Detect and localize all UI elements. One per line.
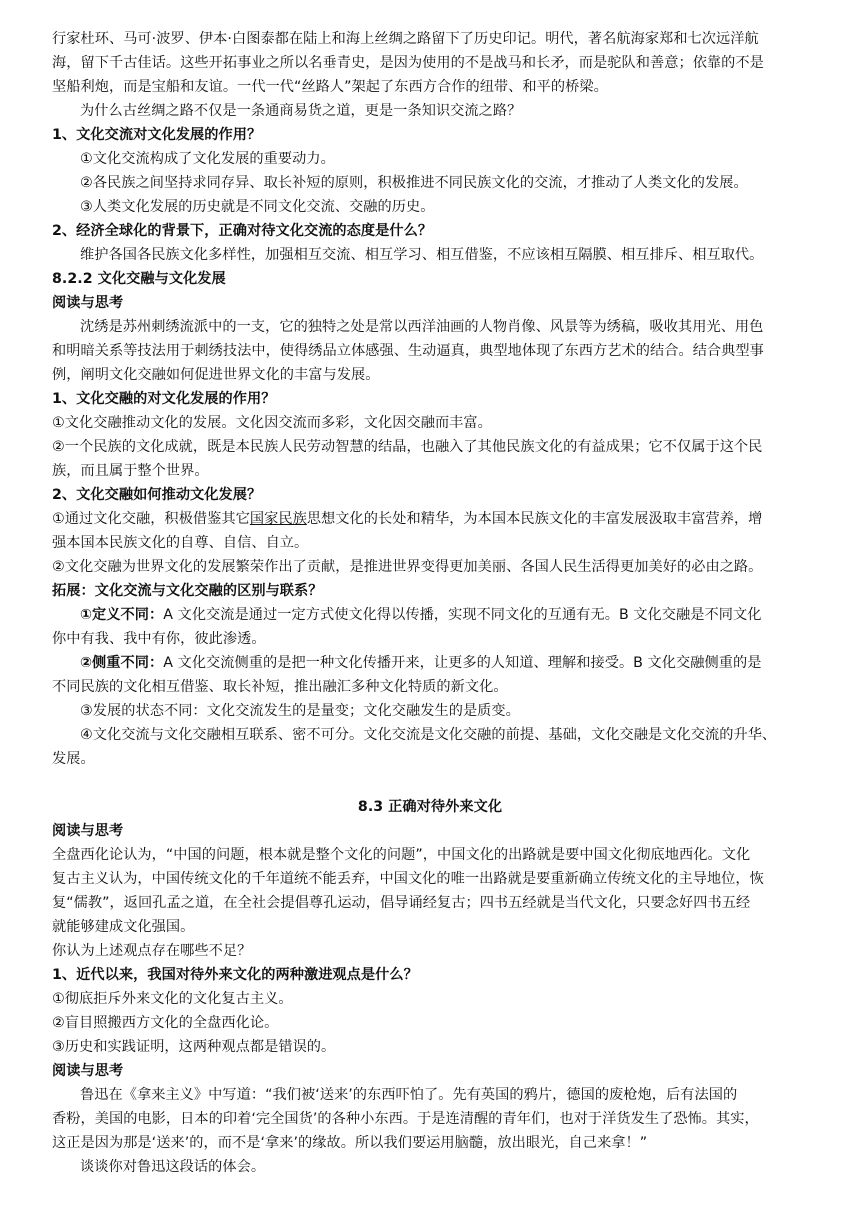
list-item: ②文化交融为世界文化的发展繁荣作出了贡献，是推进世界变得更加美丽、各国人民生活得更加美好的必由之路。 xyxy=(52,559,763,575)
body-text-line: 你中有我、我中有你，彼此渗透。 xyxy=(52,631,266,647)
body-text-line: 强本国本民族文化的自尊、自信、自立。 xyxy=(52,535,309,551)
body-text-line: 就能够建成文化强国。 xyxy=(52,919,195,935)
body-text-line: 维护各国各民族文化多样性，加强相互交流、相互学习、相互借鉴，不应该相互隔膜、相互排斥、相互取代。 xyxy=(80,247,764,263)
question-heading: 2、经济全球化的背景下，正确对待文化交流的态度是什么？ xyxy=(52,223,433,239)
body-text-line: 复古主义认为，中国传统文化的千年道统不能丢弃，中国文化的唯一出路就是要重新确立传统文化的主导地位，恢 xyxy=(52,871,764,887)
question-line: 为什么古丝绸之路不仅是一条通商易货之道，更是一条知识交流之路？ xyxy=(80,103,522,119)
point-label: ②侧重不同： xyxy=(80,655,164,671)
underlined-term: 国家民族 xyxy=(249,511,307,527)
question-heading: 1、近代以来，我国对待外来文化的两种激进观点是什么？ xyxy=(52,967,418,983)
body-text-line: 坚船利炮，而是宝船和友谊。一代一代“丝路人”架起了东西方合作的纽带、和平的桥梁。 xyxy=(52,79,608,95)
body-text-line: 和明暗关系等技法用于刺绣技法中，使得绣品立体感强、生动逼真，典型地体现了东西方艺术的结合。结合典型事 xyxy=(52,343,764,359)
text-segment: 思想文化的长处和精华，为本国本民族文化的丰富发展汲取丰富营养，增 xyxy=(306,511,763,527)
list-item xyxy=(80,652,808,674)
list-item: ①文化交融推动文化的发展。文化因交流而多彩，文化因交融而丰富。 xyxy=(52,415,492,431)
extension-heading: 拓展：文化交流与文化交融的区别与联系？ xyxy=(52,583,323,599)
body-text-line: 海，留下千古佳话。这些开拓事业之所以名垂青史，是因为使用的不是战马和长矛，而是驼队和善意；依靠的不是 xyxy=(52,55,764,71)
question-line: 谈谈你对鲁迅这段话的体会。 xyxy=(80,1159,266,1175)
question-heading: 2、文化交融如何推动文化发展？ xyxy=(52,487,262,503)
question-heading: 1、文化交融的对文化发展的作用？ xyxy=(52,391,276,407)
body-text-line: 例，阐明文化交融如何促进世界文化的丰富与发展。 xyxy=(52,367,380,383)
body-text-line: 行家杜环、马可·波罗、伊本·白图泰都在陆上和海上丝绸之路留下了历史印记。明代，著名航海家郑和七次远洋航 xyxy=(52,31,759,47)
question-heading: 1、文化交流对文化发展的作用？ xyxy=(52,127,262,143)
question-line: 你认为上述观点存在哪些不足？ xyxy=(52,943,252,959)
list-item xyxy=(80,604,808,626)
section-heading: 8.2.2 文化交融与文化发展 xyxy=(52,271,226,287)
body-text-line: 发展。 xyxy=(52,751,95,767)
reading-heading: 阅读与思考 xyxy=(52,295,124,311)
list-item: ③人类文化发展的历史就是不同文化交流、交融的历史。 xyxy=(80,199,435,215)
text-segment: A 文化交流是通过一定方式使文化得以传播，实现不同文化的互通有无。B 文化交融是不同文化 xyxy=(163,607,762,623)
body-text-line: 不同民族的文化相互借鉴、取长补短，推出融汇多种文化特质的新文化。 xyxy=(52,679,508,695)
list-item: ③历史和实践证明，这两种观点都是错误的。 xyxy=(52,1039,336,1055)
body-text-line: 这正是因为那是‘送来’的，而不是‘拿来’的缘故。所以我们要运用脑髓，放出眼光，自己来拿！” xyxy=(52,1135,648,1151)
reading-heading: 阅读与思考 xyxy=(52,823,124,839)
body-text-line: 香粉，美国的电影，日本的印着‘完全国货’的各种小东西。于是连清醒的青年们，也对于洋货发生了恐怖。其实， xyxy=(52,1111,759,1127)
list-item: ④文化交流与文化交融相互联系、密不可分。文化交流是文化交融的前提、基础，文化交融是文化交流的升华、 xyxy=(80,727,777,743)
body-text-line: 全盘西化论认为，“中国的问题，根本就是整个文化的问题”，中国文化的出路就是要中国文化彻底地西化。文化 xyxy=(52,847,751,863)
point-label: ①定义不同： xyxy=(80,607,164,623)
body-text-line: 复“儒教”，返回孔孟之道，在全社会提倡尊孔运动，倡导诵经复古；四书五经就是当代文化，只要念好四书五经 xyxy=(52,895,751,911)
reading-heading: 阅读与思考 xyxy=(52,1063,124,1079)
list-item: ②一个民族的文化成就，既是本民族人民劳动智慧的结晶，也融入了其他民族文化的有益成果；它不仅属于这个民 xyxy=(52,439,763,455)
list-item xyxy=(52,508,808,530)
text-segment: A 文化交流侧重的是把一种文化传播开来，让更多的人知道、理解和接受。B 文化交融侧重的是 xyxy=(163,655,762,671)
body-text-line: 鲁迅在《拿来主义》中写道：“我们被‘送来’的东西吓怕了。先有英国的鸦片，德国的废枪炮，后有法国的 xyxy=(80,1087,738,1103)
list-item: ②各民族之间坚持求同存异、取长补短的原则，积极推进不同民族文化的交流，才推动了人类文化的发展。 xyxy=(80,175,748,191)
list-item: ③发展的状态不同：文化交流发生的是量变；文化交融发生的是质变。 xyxy=(80,703,520,719)
section-title: 8.3 正确对待外来文化 xyxy=(357,799,503,815)
body-text-line: 沈绣是苏州刺绣流派中的一支，它的独特之处是常以西洋油画的人物肖像、风景等为绣稿，吸收其用光、用色 xyxy=(80,319,764,335)
text-segment: ①通过文化交融，积极借鉴其它 xyxy=(52,511,250,527)
list-item: ①彻底拒斥外来文化的文化复古主义。 xyxy=(52,991,293,1007)
list-item: ②盲目照搬西方文化的全盘西化论。 xyxy=(52,1015,279,1031)
body-text-line: 族，而且属于整个世界。 xyxy=(52,463,209,479)
list-item: ①文化交流构成了文化发展的重要动力。 xyxy=(80,151,335,167)
